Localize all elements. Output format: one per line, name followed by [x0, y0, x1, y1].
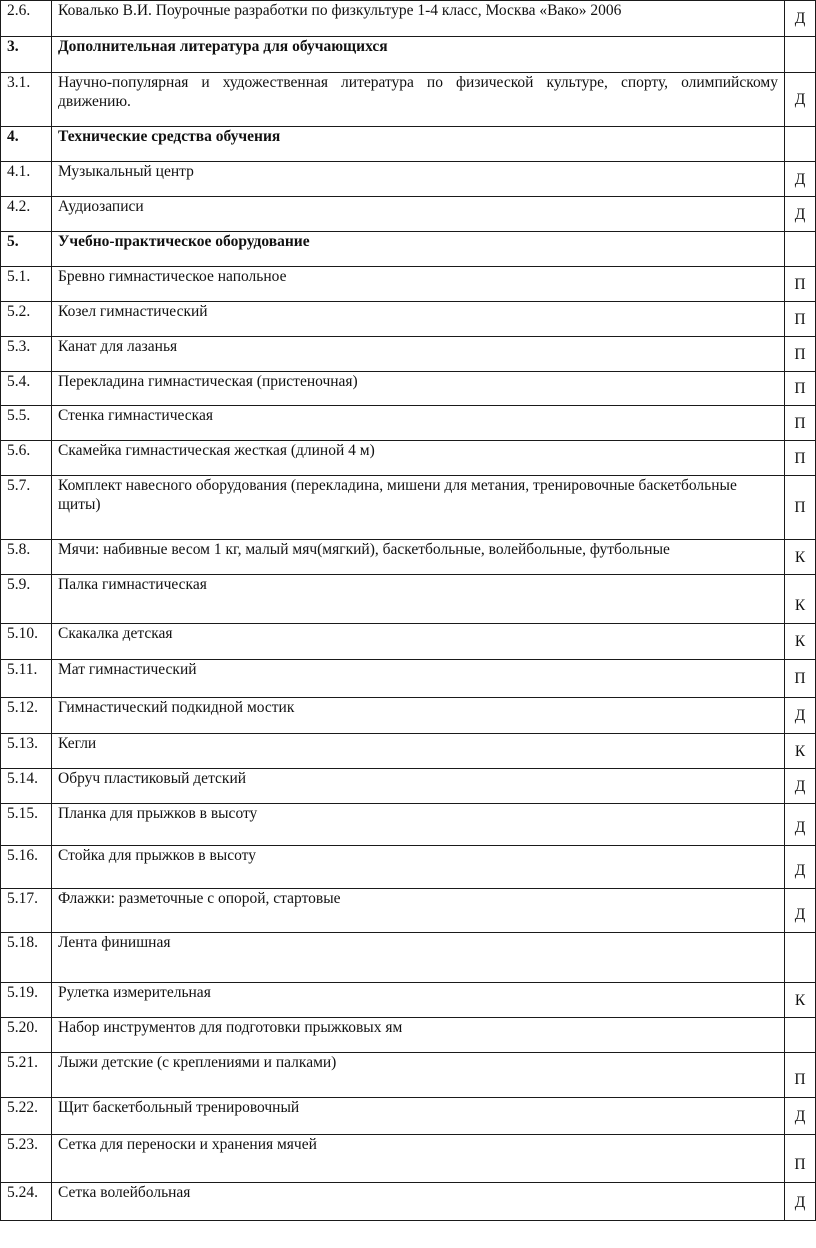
- table-row: [1, 804, 816, 846]
- table-row: [1, 846, 816, 889]
- table-row: [1, 540, 816, 575]
- row-number: 3.: [1, 37, 52, 73]
- quantity-code: П: [785, 337, 816, 372]
- table-row: [1, 1098, 816, 1135]
- section-title: Технические средства обучения: [52, 127, 785, 162]
- table-row: [1, 406, 816, 441]
- table-row: [1, 889, 816, 933]
- row-number: 5.6.: [1, 441, 52, 476]
- table-row: [1, 1135, 816, 1183]
- quantity-code: Д: [785, 846, 816, 889]
- table-row: [1, 624, 816, 660]
- table-row: [1, 698, 816, 734]
- item-name: Аудиозаписи: [52, 197, 785, 232]
- table-row: [1, 769, 816, 804]
- row-number: 5.7.: [1, 476, 52, 540]
- item-name: Скамейка гимнастическая жесткая (длиной 4 м): [52, 441, 785, 476]
- item-name: Козел гимнастический: [52, 302, 785, 337]
- row-number: 5.21.: [1, 1053, 52, 1098]
- item-name: Рулетка измерительная: [52, 983, 785, 1018]
- item-name: Сетка для переноски и хранения мячей: [52, 1135, 785, 1183]
- quantity-code: [785, 127, 816, 162]
- table-row: [1, 162, 816, 197]
- row-number: 5.3.: [1, 337, 52, 372]
- table-row: [1, 1053, 816, 1098]
- quantity-code: Д: [785, 197, 816, 232]
- row-number: 5.2.: [1, 302, 52, 337]
- row-number: 5.15.: [1, 804, 52, 846]
- item-name: Планка для прыжков в высоту: [52, 804, 785, 846]
- row-number: 5.18.: [1, 933, 52, 983]
- item-name: Набор инструментов для подготовки прыжковых ям: [52, 1018, 785, 1053]
- item-name: Мячи: набивные весом 1 кг, малый мяч(мягкий), баскетбольные, волейбольные, футбольные: [52, 540, 785, 575]
- section-row: [1, 37, 816, 73]
- item-name: Комплект навесного оборудования (перекладина, мишени для метания, тренировочные баскетбольные щиты): [52, 476, 785, 540]
- quantity-code: Д: [785, 73, 816, 127]
- row-number: 5.16.: [1, 846, 52, 889]
- table-row: [1, 73, 816, 127]
- section-title: Учебно-практическое оборудование: [52, 232, 785, 267]
- row-number: 5.17.: [1, 889, 52, 933]
- item-name: Музыкальный центр: [52, 162, 785, 197]
- row-number: 5.19.: [1, 983, 52, 1018]
- quantity-code: П: [785, 372, 816, 406]
- quantity-code: П: [785, 267, 816, 302]
- quantity-code: П: [785, 406, 816, 441]
- quantity-code: [785, 37, 816, 73]
- quantity-code: Д: [785, 698, 816, 734]
- quantity-code: Д: [785, 1, 816, 37]
- quantity-code: Д: [785, 1098, 816, 1135]
- quantity-code: К: [785, 624, 816, 660]
- quantity-code: К: [785, 540, 816, 575]
- quantity-code: К: [785, 575, 816, 624]
- row-number: 5.5.: [1, 406, 52, 441]
- table-row: [1, 267, 816, 302]
- row-number: 2.6.: [1, 1, 52, 37]
- section-row: [1, 127, 816, 162]
- table-row: [1, 372, 816, 406]
- quantity-code: Д: [785, 162, 816, 197]
- table-row: [1, 983, 816, 1018]
- quantity-code: П: [785, 1053, 816, 1098]
- row-number: 4.: [1, 127, 52, 162]
- row-number: 5.14.: [1, 769, 52, 804]
- item-name: Кегли: [52, 734, 785, 769]
- table-row: [1, 734, 816, 769]
- equipment-table-body: [1, 1, 816, 1221]
- row-number: 5.20.: [1, 1018, 52, 1053]
- row-number: 5.23.: [1, 1135, 52, 1183]
- row-number: 4.2.: [1, 197, 52, 232]
- item-name: Обруч пластиковый детский: [52, 769, 785, 804]
- section-title: Дополнительная литература для обучающихся: [52, 37, 785, 73]
- row-number: 5.10.: [1, 624, 52, 660]
- table-row: [1, 476, 816, 540]
- item-name: Сетка волейбольная: [52, 1183, 785, 1221]
- row-number: 5.4.: [1, 372, 52, 406]
- quantity-code: П: [785, 441, 816, 476]
- item-name: Лента финишная: [52, 933, 785, 983]
- row-number: 4.1.: [1, 162, 52, 197]
- quantity-code: Д: [785, 769, 816, 804]
- row-number: 5.13.: [1, 734, 52, 769]
- item-name: Перекладина гимнастическая (пристеночная): [52, 372, 785, 406]
- table-row: [1, 660, 816, 698]
- section-row: [1, 232, 816, 267]
- item-name: Палка гимнастическая: [52, 575, 785, 624]
- item-name: Научно-популярная и художественная литература по физической культуре, спорту, олимпийскому движению.: [52, 73, 785, 127]
- table-row: [1, 575, 816, 624]
- quantity-code: П: [785, 660, 816, 698]
- row-number: 5.: [1, 232, 52, 267]
- table-row: [1, 1018, 816, 1053]
- item-name: Щит баскетбольный тренировочный: [52, 1098, 785, 1135]
- item-name: Флажки: разметочные с опорой, стартовые: [52, 889, 785, 933]
- quantity-code: П: [785, 302, 816, 337]
- table-row: [1, 337, 816, 372]
- quantity-code: П: [785, 1135, 816, 1183]
- quantity-code: [785, 933, 816, 983]
- item-name: Лыжи детские (с креплениями и палками): [52, 1053, 785, 1098]
- item-name: Скакалка детская: [52, 624, 785, 660]
- row-number: 5.24.: [1, 1183, 52, 1221]
- table-row: [1, 441, 816, 476]
- quantity-code: К: [785, 983, 816, 1018]
- row-number: 5.1.: [1, 267, 52, 302]
- table-row: [1, 933, 816, 983]
- table-row: [1, 1, 816, 37]
- quantity-code: К: [785, 734, 816, 769]
- item-name: Канат для лазанья: [52, 337, 785, 372]
- row-number: 5.9.: [1, 575, 52, 624]
- row-number: 5.22.: [1, 1098, 52, 1135]
- item-name: Гимнастический подкидной мостик: [52, 698, 785, 734]
- item-name: Бревно гимнастическое напольное: [52, 267, 785, 302]
- item-name: Ковалько В.И. Поурочные разработки по физкультуре 1-4 класс, Москва «Вако» 2006: [52, 1, 785, 37]
- item-name: Стойка для прыжков в высоту: [52, 846, 785, 889]
- row-number: 5.8.: [1, 540, 52, 575]
- quantity-code: Д: [785, 1183, 816, 1221]
- quantity-code: Д: [785, 804, 816, 846]
- row-number: 3.1.: [1, 73, 52, 127]
- row-number: 5.11.: [1, 660, 52, 698]
- row-number: 5.12.: [1, 698, 52, 734]
- quantity-code: П: [785, 476, 816, 540]
- table-row: [1, 1183, 816, 1221]
- item-name: Мат гимнастический: [52, 660, 785, 698]
- item-name: Стенка гимнастическая: [52, 406, 785, 441]
- quantity-code: Д: [785, 889, 816, 933]
- quantity-code: [785, 1018, 816, 1053]
- table-row: [1, 302, 816, 337]
- table-row: [1, 197, 816, 232]
- quantity-code: [785, 232, 816, 267]
